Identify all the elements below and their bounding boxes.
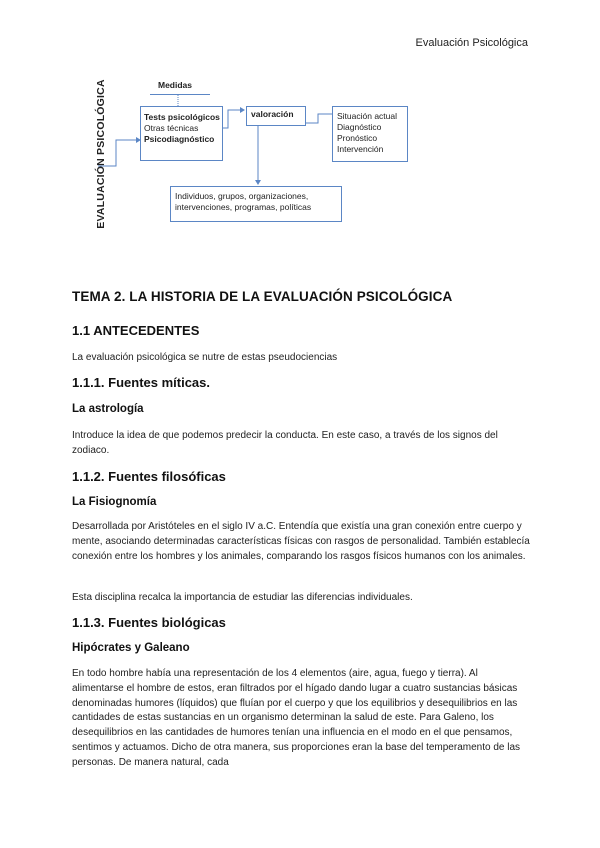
topic-heading-hipocrates: Hipócrates y Galeano — [72, 642, 190, 654]
outcome-item: Diagnóstico — [337, 122, 382, 132]
subsection-heading-miticas: 1.1.1. Fuentes míticas. — [72, 375, 211, 390]
tests-item: Tests psicológicos — [144, 112, 220, 122]
paragraph-fisiognomia-2: Esta disciplina recalca la importancia de estudiar las diferencias individuales. — [72, 592, 413, 603]
tests-item: Psicodiagnóstico — [144, 134, 215, 144]
section-heading-antecedentes: 1.1 ANTECEDENTES — [72, 323, 200, 338]
valoracion-box: valoración — [246, 106, 306, 126]
paragraph-fisiognomia: Desarrollada por Aristóteles en el siglo IV a.C. Entendía que existía una gran conexión entre cuerpo y mente, asociando determinadas características físicas con rasgos de personalidad. También establecía conexión entre los hombres y los animales, comparando los rasgos físicos humanos con los animales. — [72, 521, 530, 562]
targets-box — [170, 186, 342, 222]
topic-heading-fisiognomia: La Fisiognomía — [72, 496, 157, 508]
evaluation-diagram — [86, 78, 466, 248]
diagram-connectors — [86, 78, 466, 248]
subsection-heading-biologicas: 1.1.3. Fuentes biológicas — [72, 615, 226, 630]
medidas-box: Medidas — [150, 80, 210, 95]
section-intro: La evaluación psicológica se nutre de estas pseudociencias — [72, 352, 338, 363]
topic-heading-astrologia: La astrología — [72, 403, 144, 415]
subsection-heading-filosoficas: 1.1.2. Fuentes filosóficas — [72, 469, 226, 484]
outcome-item: Situación actual — [337, 111, 398, 121]
diagram-vertical-label: EVALUACIÓN PSICOLÓGICA — [95, 79, 107, 229]
outcome-item: Intervención — [337, 144, 384, 154]
tests-box — [140, 106, 223, 161]
paragraph-astrologia: Introduce la idea de que podemos predecir la conducta. En este caso, a través de los signos del zodiaco. — [72, 430, 498, 456]
targets-line: Individuos, grupos, organizaciones, — [175, 191, 309, 201]
tests-item: Otras técnicas — [144, 123, 199, 133]
connector-label-to-tests — [98, 140, 136, 166]
outcome-item: Pronóstico — [337, 133, 378, 143]
targets-line: intervenciones, programas, políticas — [175, 202, 312, 212]
running-header: Evaluación Psicológica — [415, 37, 528, 49]
outcomes-box — [332, 106, 408, 162]
document-title: TEMA 2. LA HISTORIA DE LA EVALUACIÓN PSICOLÓGICA — [72, 289, 453, 304]
paragraph-hipocrates: En todo hombre había una representación de los 4 elementos (aire, agua, fuego y tierra). Al alimentarse el hombre de estos, eran filtrados por el hígado dando lugar a cuatro sustancias básicas denominadas humores (líquidos) que fluían por el cuerpo y que los equilibrios y desequilibrios en las cantidades de estas sustancias en un organismo determinan la salud de este. Para Galeno, los desequilibrios en las cantidades de humores tenían una influencia en el modo en el que pensamos, sentimos y actuamos. Dicho de otra manera, sus proporciones eran la base del temperamento de las personas. De manera natural, cada — [72, 668, 521, 768]
